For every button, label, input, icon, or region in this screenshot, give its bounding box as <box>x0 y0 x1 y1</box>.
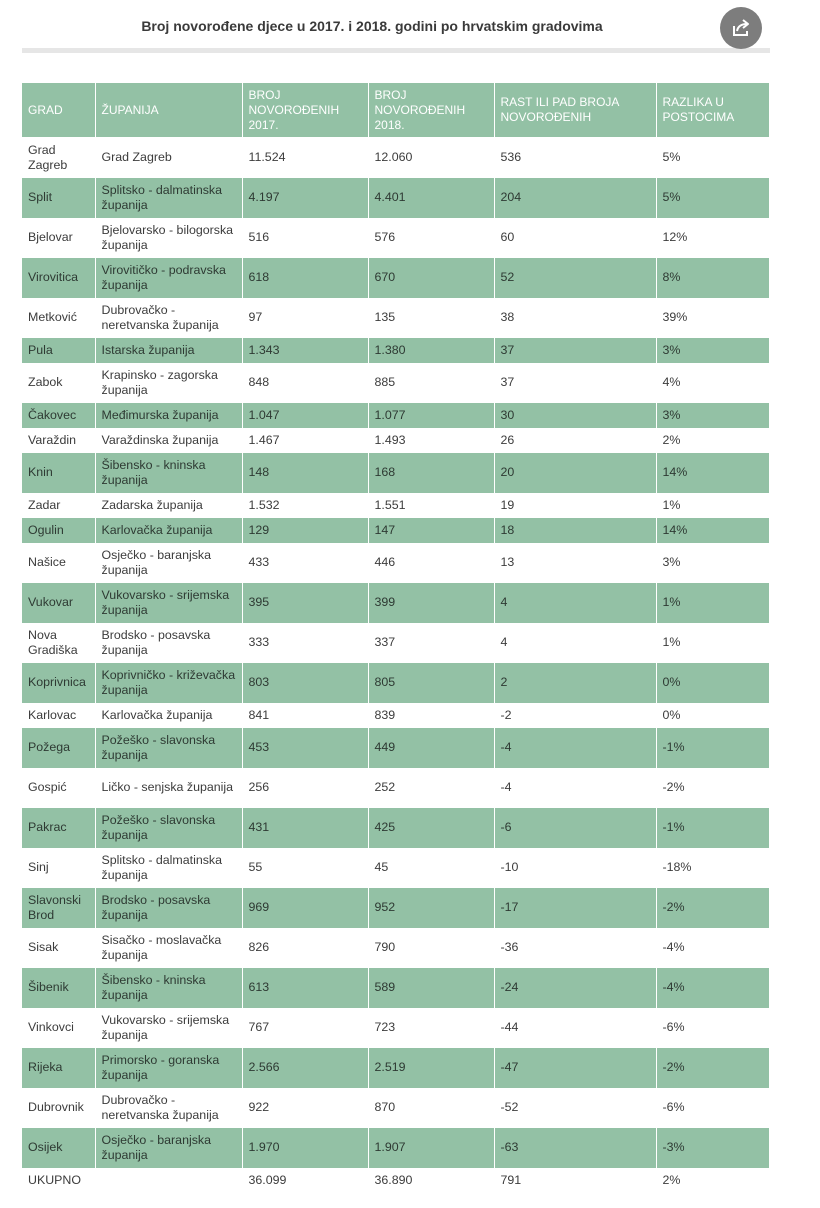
cell-change: 4 <box>494 583 656 623</box>
cell-2018: 4.401 <box>368 178 494 218</box>
table-row <box>22 338 769 363</box>
cell-percent: 1% <box>656 583 769 623</box>
cell-change: 38 <box>494 298 656 338</box>
table-row <box>22 728 769 768</box>
cell-zupanija: Međimurska županija <box>95 403 242 428</box>
cell-zupanija: Šibensko - kninska županija <box>95 453 242 493</box>
cell-zupanija: Osječko - baranjska županija <box>95 1128 242 1168</box>
births-table <box>22 83 770 1193</box>
cell-grad: Požega <box>22 728 95 768</box>
cell-zupanija: Dubrovačko - neretvanska županija <box>95 1088 242 1128</box>
cell-2018: 870 <box>368 1088 494 1128</box>
cell-zupanija: Virovitičko - podravska županija <box>95 258 242 298</box>
cell-2017: 2.566 <box>242 1048 368 1088</box>
table-row <box>22 1008 769 1048</box>
cell-change: 60 <box>494 218 656 258</box>
table-row <box>22 453 769 493</box>
cell-2017: 826 <box>242 928 368 968</box>
cell-2018: 805 <box>368 663 494 703</box>
table-row <box>22 363 769 403</box>
cell-zupanija: Istarska županija <box>95 338 242 363</box>
cell-2018: 1.493 <box>368 428 494 453</box>
cell-change: 204 <box>494 178 656 218</box>
cell-zupanija: Sisačko - moslavačka županija <box>95 928 242 968</box>
table-row <box>22 928 769 968</box>
cell-grad: Čakovec <box>22 403 95 428</box>
cell-change: -2 <box>494 703 656 728</box>
cell-percent: 5% <box>656 178 769 218</box>
column-header-2017: BROJ NOVOROĐENIH 2017. <box>242 83 368 138</box>
cell-2017: 97 <box>242 298 368 338</box>
cell-2017: 148 <box>242 453 368 493</box>
cell-percent: -6% <box>656 1088 769 1128</box>
cell-percent: -2% <box>656 768 769 808</box>
cell-change: -10 <box>494 848 656 888</box>
cell-2017: 613 <box>242 968 368 1008</box>
share-button[interactable] <box>720 7 762 49</box>
cell-change: 30 <box>494 403 656 428</box>
cell-change: 37 <box>494 363 656 403</box>
cell-2017: 516 <box>242 218 368 258</box>
cell-grad: Sinj <box>22 848 95 888</box>
cell-2018: 337 <box>368 623 494 663</box>
cell-change: 536 <box>494 138 656 178</box>
cell-percent: -2% <box>656 1048 769 1088</box>
cell-2017: 453 <box>242 728 368 768</box>
cell-grad: Dubrovnik <box>22 1088 95 1128</box>
table-row <box>22 298 769 338</box>
cell-grad: Našice <box>22 543 95 583</box>
cell-zupanija: Karlovačka županija <box>95 518 242 543</box>
cell-grad: Knin <box>22 453 95 493</box>
cell-grad: Vinkovci <box>22 1008 95 1048</box>
cell-2017: 4.197 <box>242 178 368 218</box>
cell-2018: 147 <box>368 518 494 543</box>
cell-percent: 8% <box>656 258 769 298</box>
table-row <box>22 493 769 518</box>
total-cell-2018: 36.890 <box>368 1168 494 1193</box>
table-header-row <box>22 83 769 138</box>
table-row <box>22 138 769 178</box>
cell-grad: Osijek <box>22 1128 95 1168</box>
table-row <box>22 663 769 703</box>
cell-change: -24 <box>494 968 656 1008</box>
total-cell-2017: 36.099 <box>242 1168 368 1193</box>
table-row <box>22 178 769 218</box>
cell-percent: -6% <box>656 1008 769 1048</box>
cell-percent: 1% <box>656 493 769 518</box>
cell-zupanija: Vukovarsko - srijemska županija <box>95 1008 242 1048</box>
cell-zupanija: Ličko - senjska županija <box>95 768 242 808</box>
column-header-percent: RAZLIKA U POSTOCIMA <box>656 83 769 138</box>
cell-grad: Virovitica <box>22 258 95 298</box>
cell-percent: -18% <box>656 848 769 888</box>
cell-2017: 922 <box>242 1088 368 1128</box>
cell-change: 20 <box>494 453 656 493</box>
cell-zupanija: Bjelovarsko - bilogorska županija <box>95 218 242 258</box>
cell-2017: 1.343 <box>242 338 368 363</box>
cell-grad: Slavonski Brod <box>22 888 95 928</box>
cell-change: 52 <box>494 258 656 298</box>
table-row <box>22 768 769 808</box>
cell-percent: 5% <box>656 138 769 178</box>
cell-2018: 839 <box>368 703 494 728</box>
cell-change: 2 <box>494 663 656 703</box>
table-row <box>22 888 769 928</box>
cell-percent: 14% <box>656 518 769 543</box>
table-body <box>22 138 769 1193</box>
cell-percent: 14% <box>656 453 769 493</box>
cell-2018: 449 <box>368 728 494 768</box>
cell-2017: 618 <box>242 258 368 298</box>
cell-grad: Split <box>22 178 95 218</box>
total-cell-percent: 2% <box>656 1168 769 1193</box>
cell-percent: 0% <box>656 703 769 728</box>
cell-2018: 952 <box>368 888 494 928</box>
cell-zupanija: Požeško - slavonska županija <box>95 808 242 848</box>
cell-change: -36 <box>494 928 656 968</box>
cell-change: 37 <box>494 338 656 363</box>
cell-zupanija: Splitsko - dalmatinska županija <box>95 178 242 218</box>
cell-zupanija: Požeško - slavonska županija <box>95 728 242 768</box>
column-header-zupanija: ŽUPANIJA <box>95 83 242 138</box>
cell-grad: Pula <box>22 338 95 363</box>
cell-change: -4 <box>494 728 656 768</box>
table-row <box>22 428 769 453</box>
cell-change: -4 <box>494 768 656 808</box>
cell-grad: Grad Zagreb <box>22 138 95 178</box>
cell-2017: 1.047 <box>242 403 368 428</box>
cell-change: -52 <box>494 1088 656 1128</box>
table-row <box>22 703 769 728</box>
column-header-2018: BROJ NOVOROĐENIH 2018. <box>368 83 494 138</box>
cell-grad: Karlovac <box>22 703 95 728</box>
cell-zupanija: Vukovarsko - srijemska županija <box>95 583 242 623</box>
share-icon <box>731 18 751 38</box>
cell-grad: Ogulin <box>22 518 95 543</box>
cell-2018: 790 <box>368 928 494 968</box>
cell-change: -17 <box>494 888 656 928</box>
cell-percent: 4% <box>656 363 769 403</box>
table-row <box>22 968 769 1008</box>
cell-2018: 576 <box>368 218 494 258</box>
cell-2018: 589 <box>368 968 494 1008</box>
total-cell-zupanija <box>95 1168 242 1193</box>
cell-2017: 433 <box>242 543 368 583</box>
cell-change: 19 <box>494 493 656 518</box>
cell-percent: 1% <box>656 623 769 663</box>
cell-zupanija: Koprivničko - križevačka županija <box>95 663 242 703</box>
cell-grad: Rijeka <box>22 1048 95 1088</box>
cell-grad: Šibenik <box>22 968 95 1008</box>
table-row <box>22 623 769 663</box>
cell-change: 26 <box>494 428 656 453</box>
cell-2018: 252 <box>368 768 494 808</box>
cell-zupanija: Zadarska županija <box>95 493 242 518</box>
cell-percent: -2% <box>656 888 769 928</box>
cell-2018: 1.380 <box>368 338 494 363</box>
cell-2018: 446 <box>368 543 494 583</box>
table-row <box>22 218 769 258</box>
cell-grad: Pakrac <box>22 808 95 848</box>
cell-change: -63 <box>494 1128 656 1168</box>
cell-zupanija: Varaždinska županija <box>95 428 242 453</box>
cell-zupanija: Brodsko - posavska županija <box>95 623 242 663</box>
cell-grad: Zabok <box>22 363 95 403</box>
column-header-change: RAST ILI PAD BROJA NOVOROĐENIH <box>494 83 656 138</box>
cell-2017: 803 <box>242 663 368 703</box>
cell-zupanija: Dubrovačko - neretvanska županija <box>95 298 242 338</box>
cell-percent: 12% <box>656 218 769 258</box>
cell-grad: Sisak <box>22 928 95 968</box>
cell-2017: 11.524 <box>242 138 368 178</box>
cell-2017: 848 <box>242 363 368 403</box>
table-row <box>22 1088 769 1128</box>
cell-grad: Gospić <box>22 768 95 808</box>
cell-zupanija: Šibensko - kninska županija <box>95 968 242 1008</box>
cell-zupanija: Karlovačka županija <box>95 703 242 728</box>
cell-2018: 45 <box>368 848 494 888</box>
cell-grad: Varaždin <box>22 428 95 453</box>
cell-2017: 767 <box>242 1008 368 1048</box>
table-row <box>22 258 769 298</box>
cell-percent: -3% <box>656 1128 769 1168</box>
cell-2017: 55 <box>242 848 368 888</box>
cell-2018: 670 <box>368 258 494 298</box>
cell-2018: 1.551 <box>368 493 494 518</box>
cell-2017: 841 <box>242 703 368 728</box>
total-cell-grad: UKUPNO <box>22 1168 95 1193</box>
cell-change: -44 <box>494 1008 656 1048</box>
table-row <box>22 543 769 583</box>
cell-2017: 333 <box>242 623 368 663</box>
cell-zupanija: Osječko - baranjska županija <box>95 543 242 583</box>
cell-change: 18 <box>494 518 656 543</box>
column-header-grad: GRAD <box>22 83 95 138</box>
cell-percent: 3% <box>656 338 769 363</box>
cell-change: 4 <box>494 623 656 663</box>
cell-zupanija: Grad Zagreb <box>95 138 242 178</box>
cell-2018: 135 <box>368 298 494 338</box>
cell-2018: 1.077 <box>368 403 494 428</box>
cell-2017: 1.970 <box>242 1128 368 1168</box>
cell-grad: Bjelovar <box>22 218 95 258</box>
cell-2018: 425 <box>368 808 494 848</box>
cell-2017: 129 <box>242 518 368 543</box>
cell-percent: 39% <box>656 298 769 338</box>
cell-change: 13 <box>494 543 656 583</box>
cell-percent: 3% <box>656 403 769 428</box>
cell-2017: 969 <box>242 888 368 928</box>
cell-grad: Nova Gradiška <box>22 623 95 663</box>
cell-2018: 168 <box>368 453 494 493</box>
table-total-row <box>22 1168 769 1193</box>
page-header <box>22 0 770 56</box>
table-row <box>22 1048 769 1088</box>
cell-grad: Vukovar <box>22 583 95 623</box>
page-title: Broj novorođene djece u 2017. i 2018. godini po hrvatskim gradovima <box>141 18 603 34</box>
cell-2017: 1.532 <box>242 493 368 518</box>
cell-percent: -1% <box>656 728 769 768</box>
cell-2017: 1.467 <box>242 428 368 453</box>
header-divider <box>22 48 770 53</box>
table-row <box>22 518 769 543</box>
total-cell-change: 791 <box>494 1168 656 1193</box>
cell-zupanija: Brodsko - posavska županija <box>95 888 242 928</box>
cell-percent: -4% <box>656 968 769 1008</box>
cell-2018: 2.519 <box>368 1048 494 1088</box>
cell-2018: 1.907 <box>368 1128 494 1168</box>
cell-grad: Zadar <box>22 493 95 518</box>
cell-grad: Metković <box>22 298 95 338</box>
cell-2018: 12.060 <box>368 138 494 178</box>
cell-change: -47 <box>494 1048 656 1088</box>
cell-2017: 395 <box>242 583 368 623</box>
cell-percent: -1% <box>656 808 769 848</box>
cell-zupanija: Primorsko - goranska županija <box>95 1048 242 1088</box>
cell-change: -6 <box>494 808 656 848</box>
cell-percent: 2% <box>656 428 769 453</box>
cell-zupanija: Splitsko - dalmatinska županija <box>95 848 242 888</box>
cell-2018: 885 <box>368 363 494 403</box>
cell-zupanija: Krapinsko - zagorska županija <box>95 363 242 403</box>
table-row <box>22 583 769 623</box>
table-row <box>22 808 769 848</box>
cell-2017: 431 <box>242 808 368 848</box>
cell-percent: 3% <box>656 543 769 583</box>
cell-2017: 256 <box>242 768 368 808</box>
cell-percent: 0% <box>656 663 769 703</box>
cell-percent: -4% <box>656 928 769 968</box>
cell-grad: Koprivnica <box>22 663 95 703</box>
table-row <box>22 1128 769 1168</box>
table-row <box>22 403 769 428</box>
cell-2018: 399 <box>368 583 494 623</box>
cell-2018: 723 <box>368 1008 494 1048</box>
table-row <box>22 848 769 888</box>
